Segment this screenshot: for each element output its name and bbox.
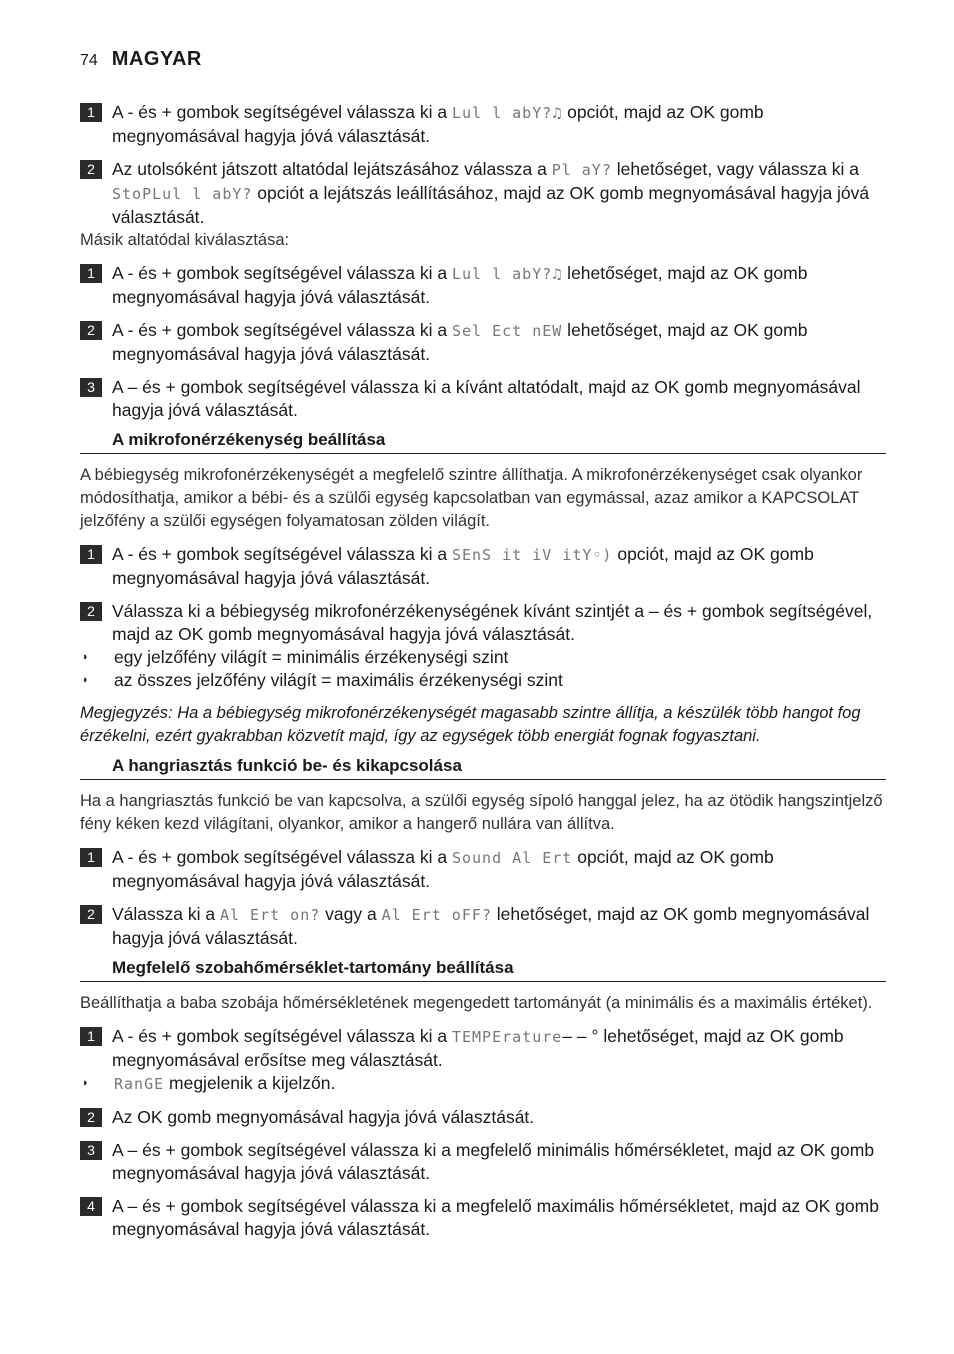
lcd-text: Pl aY? — [551, 161, 612, 179]
step-number: 2 — [80, 905, 102, 924]
step-number: 2 — [80, 321, 102, 340]
lcd-text: Lul l abY?♫ — [451, 104, 563, 122]
bullet-marker-icon: ◗ — [82, 651, 89, 663]
manual-page — [80, 48, 886, 1241]
bullet-item: ◗ egy jelzőfény világít = minimális érzékenységi szint — [82, 647, 509, 667]
step-number: 1 — [80, 103, 102, 122]
step-number: 1 — [80, 545, 102, 564]
step-number: 1 — [80, 1027, 102, 1046]
lcd-text: TEMPErature — [451, 1028, 563, 1046]
step-number: 4 — [80, 1197, 102, 1216]
step-item: 1 A - és + gombok segítségével válassza ki a Lul l abY?♫ opciót, majd az OK gomb megnyomásával hagyja jóvá választását. — [80, 101, 886, 148]
page-number: 74 — [80, 52, 98, 69]
section-intro: A bébiegység mikrofonérzékenységét a megfelelő szintre állíthatja. A mikrofonérzékenységet csak olyankor módosíthatja, amikor a bébi- és a szülői egység kapcsolatban van egymással, azaz amikor a KAPCSOLAT jelzőfény a szülői egységen folyamatosan zölden világít. — [80, 466, 863, 530]
lcd-text: Al Ert on? — [219, 906, 321, 924]
lcd-text: Sel Ect nEW — [451, 322, 563, 340]
step-number: 1 — [80, 848, 102, 867]
lcd-text: StoPLul l abY? — [112, 185, 253, 203]
step-item: 1 A - és + gombok segítségével válassza ki a SEnS it iV itY◦) opciót, majd az OK gomb megnyomásával hagyja jóvá választását. — [80, 543, 886, 590]
section-intro: Beállíthatja a baba szobája hőmérsékletének megengedett tartományát (a minimális és a maximális értéket). — [80, 994, 873, 1012]
step-item: 2 Az OK gomb megnyomásával hagyja jóvá választását. — [80, 1106, 886, 1129]
lcd-text: Lul l abY?♫ — [451, 265, 563, 283]
lcd-text: SEnS it iV itY◦) — [451, 546, 613, 564]
lcd-text: Sound Al Ert — [451, 849, 573, 867]
other-lullaby-label: Másik altatódal kiválasztása: — [80, 231, 290, 249]
step-item: 3 A – és + gombok segítségével válassza ki a kívánt altatódalt, majd az OK gomb megnyomásával hagyja jóvá választását. — [80, 376, 886, 422]
step-item: 1 A - és + gombok segítségével válassza ki a TEMPErature– – ° lehetőséget, majd az OK gomb megnyomásával erősítse meg választását. — [80, 1025, 886, 1072]
step-item: 2 Az utolsóként játszott altatódal lejátszásához válassza a Pl aY? lehetőséget, vagy válassza ki a StoPLul l abY? opciót a lejátszás leállításához, majd az OK gomb megnyomásával hagyja jóvá választását. — [80, 158, 886, 229]
step-number: 2 — [80, 160, 102, 179]
step-item: 2 Válassza ki a Al Ert on? vagy a Al Ert oFF? lehetőséget, majd az OK gomb megnyomásával hagyja jóvá választását. — [80, 903, 886, 950]
step-item: 3 A – és + gombok segítségével válassza ki a megfelelő minimális hőmérsékletet, majd az OK gomb megnyomásával hagyja jóvá választását. — [80, 1139, 886, 1185]
step-item: 2 A - és + gombok segítségével válassza ki a Sel Ect nEW lehetőséget, majd az OK gomb megnyomásával hagyja jóvá választását. — [80, 319, 886, 366]
lcd-text: Al Ert oFF? — [381, 906, 492, 924]
step-number: 2 — [80, 602, 102, 621]
lcd-text: RanGE — [114, 1075, 165, 1093]
step-number: 2 — [80, 1108, 102, 1127]
step-item: 1 A - és + gombok segítségével válassza ki a Lul l abY?♫ lehetőséget, majd az OK gomb megnyomásával hagyja jóvá választását. — [80, 262, 886, 309]
section-heading-sound: A hangriasztás funkció be- és kikapcsolása — [80, 756, 886, 780]
section-heading-mic: A mikrofonérzékenység beállítása — [80, 430, 886, 454]
bullet-item: ◗ RanGE megjelenik a kijelzőn. — [80, 1072, 886, 1096]
step-item: 4 A – és + gombok segítségével válassza ki a megfelelő maximális hőmérsékletet, majd az OK gomb megnyomásával hagyja jóvá választását. — [80, 1195, 886, 1241]
bullet-marker-icon: ◗ — [82, 674, 89, 686]
step-item: 1 A - és + gombok segítségével válassza ki a Sound Al Ert opciót, majd az OK gomb megnyomásával hagyja jóvá választását. — [80, 846, 886, 893]
bullet-item: ◗ az összes jelzőfény világít = maximális érzékenységi szint — [82, 670, 563, 690]
step-item: 2 Válassza ki a bébiegység mikrofonérzékenységének kívánt szintjét a – és + gombok segítségével, majd az OK gomb megnyomásával hagyja jóvá választását. — [80, 600, 886, 646]
step-number: 3 — [80, 1141, 102, 1160]
section-heading-temp: Megfelelő szobahőmérséklet-tartomány beállítása — [80, 958, 886, 982]
note-text: Megjegyzés: Ha a bébiegység mikrofonérzékenységét magasabb szintre állítja, a készülék több hangot fog érzékelni, ezért gyakrabban közvetít majd, így az egységek több energiát fognak fogyasztani. — [80, 704, 861, 745]
language-heading: MAGYAR — [111, 48, 202, 70]
step-number: 1 — [80, 264, 102, 283]
section-intro: Ha a hangriasztás funkció be van kapcsolva, a szülői egység sípoló hanggal jelez, ha az ötödik hangszintjelző fény kéken kezd világítani, olyankor, amikor a hangerő nullára van állítva. — [80, 792, 883, 833]
step-number: 3 — [80, 378, 102, 397]
bullet-marker-icon: ◗ — [82, 1077, 89, 1089]
page-header — [80, 48, 886, 71]
